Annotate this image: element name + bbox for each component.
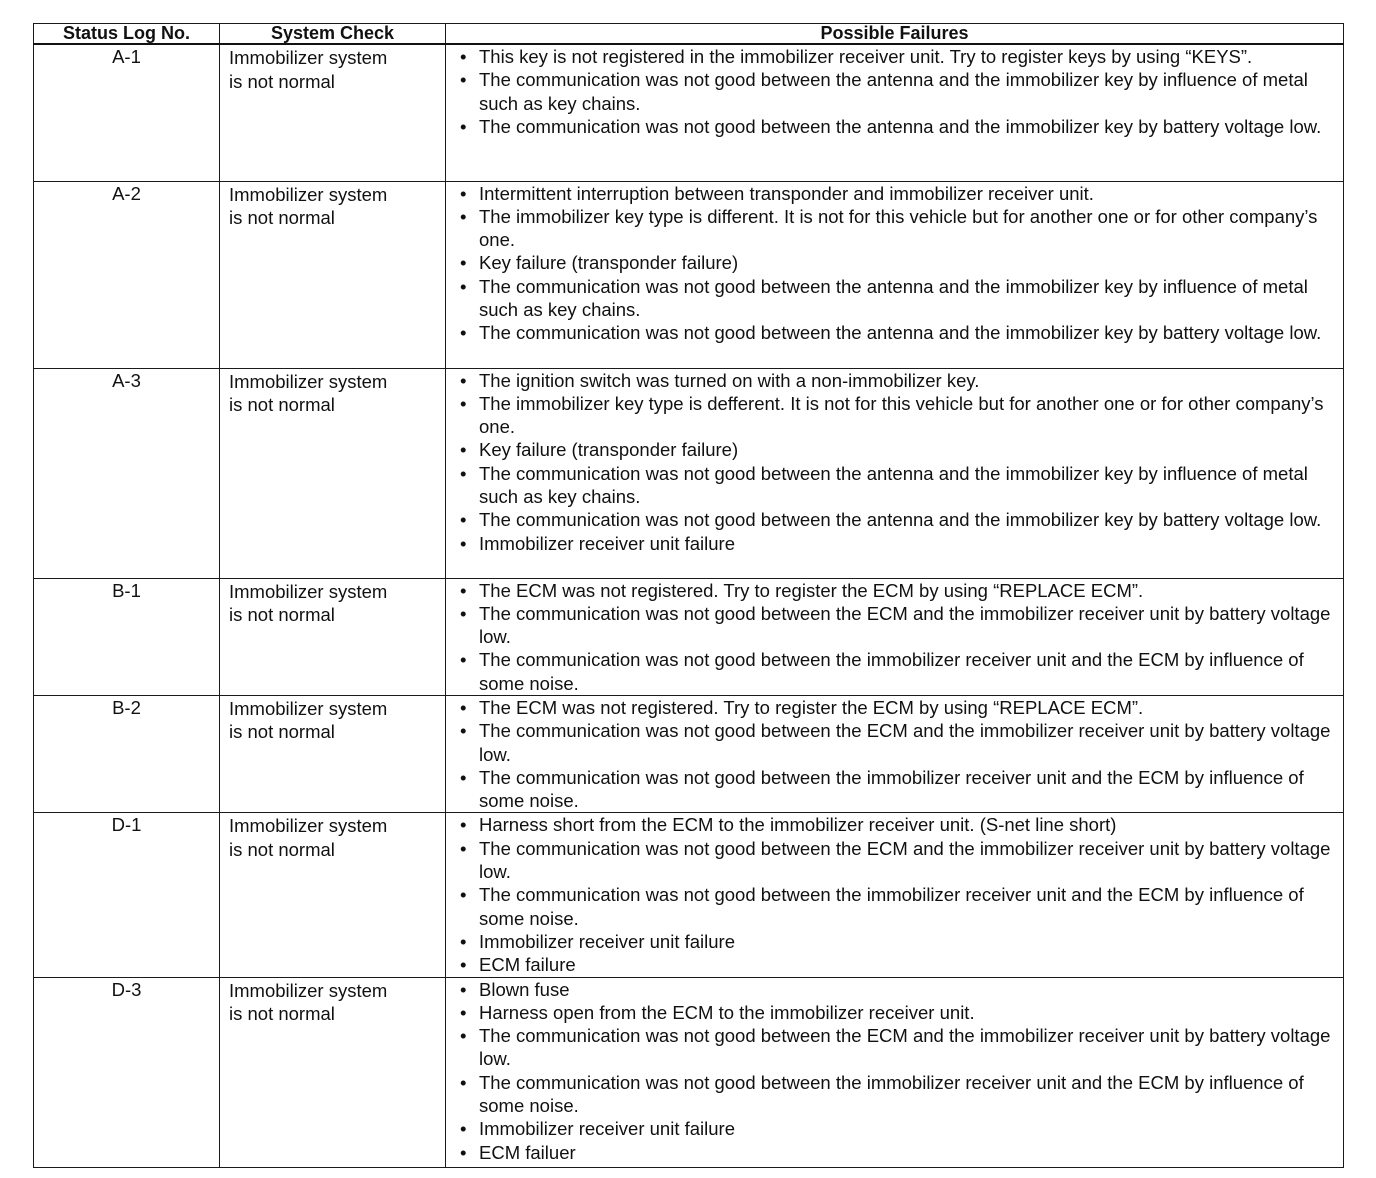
- failure-item: [456, 766, 1337, 813]
- failure-item: [456, 68, 1337, 115]
- failure-item: [456, 251, 1337, 274]
- status-log-no: D-1: [111, 814, 142, 836]
- bullet-icon: •: [460, 69, 467, 91]
- failure-text: The communication was not good between the ECM and the immobilizer receiver unit by battery voltage low.: [479, 720, 1331, 765]
- failure-text: The ECM was not registered. Try to register the ECM by using “REPLACE ECM”.: [479, 579, 1144, 601]
- failure-text: ECM failuer: [479, 1141, 576, 1163]
- system-check-cell: [220, 977, 446, 1167]
- system-check-line: is not normal: [229, 207, 335, 228]
- failure-list: [456, 696, 1337, 812]
- status-log-no: A-1: [112, 46, 141, 67]
- bullet-icon: •: [460, 369, 467, 391]
- bullet-icon: •: [460, 930, 467, 952]
- bullet-icon: •: [460, 115, 467, 137]
- bullet-icon: •: [460, 509, 467, 531]
- failure-text: Intermittent interruption between transponder and immobilizer receiver unit.: [479, 182, 1094, 204]
- failure-item: [456, 648, 1337, 695]
- bullet-icon: •: [460, 720, 467, 742]
- status-log-no: B-2: [112, 696, 141, 718]
- header-status-log-no: Status Log No.: [34, 24, 220, 45]
- failure-text: ECM failure: [479, 954, 576, 976]
- failure-text: This key is not registered in the immobilizer receiver unit. Try to register keys by using “KEYS”.: [479, 46, 1253, 67]
- bullet-icon: •: [460, 954, 467, 976]
- failure-text: The communication was not good between the antenna and the immobilizer key by influence of metal such as key chains.: [479, 462, 1308, 507]
- failure-item: [456, 1117, 1337, 1140]
- failure-text: The communication was not good between the ECM and the immobilizer receiver unit by battery voltage low.: [479, 1025, 1331, 1070]
- failure-item: [456, 321, 1337, 344]
- system-check-line: Immobilizer system: [229, 183, 388, 205]
- system-check-line: is not normal: [229, 721, 335, 743]
- failure-item: [456, 837, 1337, 884]
- failure-text: Blown fuse: [479, 978, 570, 1000]
- bullet-icon: •: [460, 1071, 467, 1093]
- possible-failures-cell: [446, 695, 1344, 812]
- status-log-no-cell: [34, 977, 220, 1167]
- failure-list: [456, 45, 1337, 138]
- header-system-check: System Check: [220, 24, 446, 45]
- failure-text: Immobilizer receiver unit failure: [479, 532, 736, 554]
- failure-item: [456, 953, 1337, 976]
- failure-item: [456, 930, 1337, 953]
- failure-text: The communication was not good between the immobilizer receiver unit and the ECM by influence of some noise.: [479, 1071, 1304, 1117]
- failure-item: [456, 1071, 1337, 1118]
- possible-failures-cell: [446, 368, 1344, 578]
- system-check-line: Immobilizer system: [229, 47, 388, 68]
- failure-item: [456, 115, 1337, 138]
- failure-item: [456, 602, 1337, 649]
- table-row: [34, 813, 1344, 977]
- system-check-cell: [220, 578, 446, 695]
- bullet-icon: •: [460, 252, 467, 274]
- bullet-icon: •: [460, 392, 467, 414]
- failure-text: The communication was not good between the antenna and the immobilizer key by influence of metal such as key chains.: [479, 275, 1308, 320]
- failure-text: Harness open from the ECM to the immobilizer receiver unit.: [479, 1001, 975, 1023]
- table-row: [34, 695, 1344, 812]
- table-row: [34, 977, 1344, 1167]
- system-check-cell: [220, 695, 446, 812]
- system-check-cell: [220, 44, 446, 181]
- bullet-icon: •: [460, 696, 467, 718]
- bullet-icon: •: [460, 182, 467, 204]
- failure-item: [456, 205, 1337, 252]
- failure-text: The communication was not good between the ECM and the immobilizer receiver unit by battery voltage low.: [479, 837, 1331, 883]
- failure-text: The communication was not good between the antenna and the immobilizer key by influence of metal such as key chains.: [479, 69, 1308, 114]
- bullet-icon: •: [460, 1141, 467, 1163]
- table-row: [34, 368, 1344, 578]
- bullet-icon: •: [460, 884, 467, 906]
- failure-item: [456, 532, 1337, 555]
- status-log-no: B-1: [112, 579, 141, 601]
- failure-text: The communication was not good between the antenna and the immobilizer key by battery voltage low.: [479, 509, 1322, 531]
- failure-text: The communication was not good between the immobilizer receiver unit and the ECM by influence of some noise.: [479, 766, 1304, 812]
- table-row: [34, 181, 1344, 368]
- possible-failures-cell: [446, 578, 1344, 695]
- status-log-no-cell: [34, 813, 220, 977]
- failure-list: [456, 182, 1337, 345]
- failure-list: [456, 813, 1337, 976]
- failure-item: [456, 462, 1337, 509]
- table-body: [34, 44, 1344, 1167]
- failure-item: [456, 1024, 1337, 1071]
- failure-item: [456, 275, 1337, 322]
- status-log-no-cell: [34, 44, 220, 181]
- system-check-line: Immobilizer system: [229, 580, 388, 602]
- failure-text: The communication was not good between the ECM and the immobilizer receiver unit by battery voltage low.: [479, 602, 1331, 648]
- failure-item: [456, 883, 1337, 930]
- failure-text: The communication was not good between the immobilizer receiver unit and the ECM by influence of some noise.: [479, 884, 1304, 929]
- bullet-icon: •: [460, 1025, 467, 1047]
- failure-item: [456, 508, 1337, 531]
- system-check-line: is not normal: [229, 394, 335, 415]
- system-check-line: Immobilizer system: [229, 815, 388, 837]
- failure-item: [456, 696, 1337, 719]
- system-check-line: is not normal: [229, 604, 335, 625]
- failure-text: The immobilizer key type is different. It is not for this vehicle but for another one or for other company’s one.: [479, 205, 1318, 251]
- failure-list: [456, 978, 1337, 1164]
- failure-item: [456, 1141, 1337, 1164]
- failure-item: [456, 1001, 1337, 1024]
- system-check-cell: [220, 181, 446, 368]
- table-row: [34, 44, 1344, 181]
- failure-item: [456, 182, 1337, 205]
- failure-text: The communication was not good between the immobilizer receiver unit and the ECM by influence of some noise.: [479, 649, 1304, 694]
- failure-item: [456, 45, 1337, 68]
- system-check-line: Immobilizer system: [229, 697, 388, 719]
- bullet-icon: •: [460, 814, 467, 836]
- system-check-line: Immobilizer system: [229, 370, 388, 392]
- bullet-icon: •: [460, 1001, 467, 1023]
- failure-list: [456, 369, 1337, 555]
- system-check-line: is not normal: [229, 70, 335, 92]
- bullet-icon: •: [460, 462, 467, 484]
- failure-text: The communication was not good between the antenna and the immobilizer key by battery voltage low.: [479, 115, 1322, 137]
- bullet-icon: •: [460, 275, 467, 297]
- failure-text: Harness short from the ECM to the immobilizer receiver unit. (S-net line short): [479, 814, 1117, 836]
- bullet-icon: •: [460, 579, 467, 601]
- bullet-icon: •: [460, 439, 467, 461]
- system-check-line: is not normal: [229, 1003, 335, 1025]
- bullet-icon: •: [460, 205, 467, 227]
- failure-item: [456, 978, 1337, 1001]
- failure-text: The ECM was not registered. Try to register the ECM by using “REPLACE ECM”.: [479, 696, 1144, 718]
- failure-item: [456, 438, 1337, 461]
- possible-failures-cell: [446, 977, 1344, 1167]
- failure-text: The ignition switch was turned on with a non-immobilizer key.: [479, 369, 980, 391]
- failure-item: [456, 579, 1337, 602]
- failure-text: Key failure (transponder failure): [479, 439, 739, 461]
- failure-text: The immobilizer key type is defferent. It is not for this vehicle but for another one or for other company’s one.: [479, 392, 1324, 438]
- bullet-icon: •: [460, 837, 467, 859]
- status-log-no: A-2: [112, 182, 141, 204]
- status-log-no: D-3: [111, 978, 142, 1000]
- status-log-no: A-3: [112, 369, 141, 391]
- status-log-no-cell: [34, 578, 220, 695]
- table-row: [34, 578, 1344, 695]
- system-check-line: is not normal: [229, 838, 335, 860]
- status-log-table: [33, 23, 1344, 1168]
- status-log-no-cell: [34, 368, 220, 578]
- failure-text: Immobilizer receiver unit failure: [479, 930, 736, 952]
- failure-text: Immobilizer receiver unit failure: [479, 1118, 736, 1140]
- bullet-icon: •: [460, 532, 467, 554]
- possible-failures-cell: [446, 813, 1344, 977]
- bullet-icon: •: [460, 322, 467, 344]
- bullet-icon: •: [460, 46, 467, 67]
- failure-item: [456, 813, 1337, 836]
- bullet-icon: •: [460, 1118, 467, 1140]
- failure-item: [456, 392, 1337, 439]
- header-possible-failures: Possible Failures: [446, 24, 1344, 45]
- system-check-cell: [220, 813, 446, 977]
- bullet-icon: •: [460, 649, 467, 671]
- failure-item: [456, 719, 1337, 766]
- system-check-cell: [220, 368, 446, 578]
- failure-item: [456, 369, 1337, 392]
- table-header-row: [34, 24, 1344, 45]
- failure-list: [456, 579, 1337, 695]
- status-log-no-cell: [34, 181, 220, 368]
- system-check-line: Immobilizer system: [229, 979, 388, 1001]
- bullet-icon: •: [460, 766, 467, 788]
- failure-text: The communication was not good between the antenna and the immobilizer key by battery voltage low.: [479, 322, 1322, 344]
- bullet-icon: •: [460, 978, 467, 1000]
- status-log-no-cell: [34, 695, 220, 812]
- possible-failures-cell: [446, 44, 1344, 181]
- failure-text: Key failure (transponder failure): [479, 252, 739, 274]
- bullet-icon: •: [460, 602, 467, 624]
- possible-failures-cell: [446, 181, 1344, 368]
